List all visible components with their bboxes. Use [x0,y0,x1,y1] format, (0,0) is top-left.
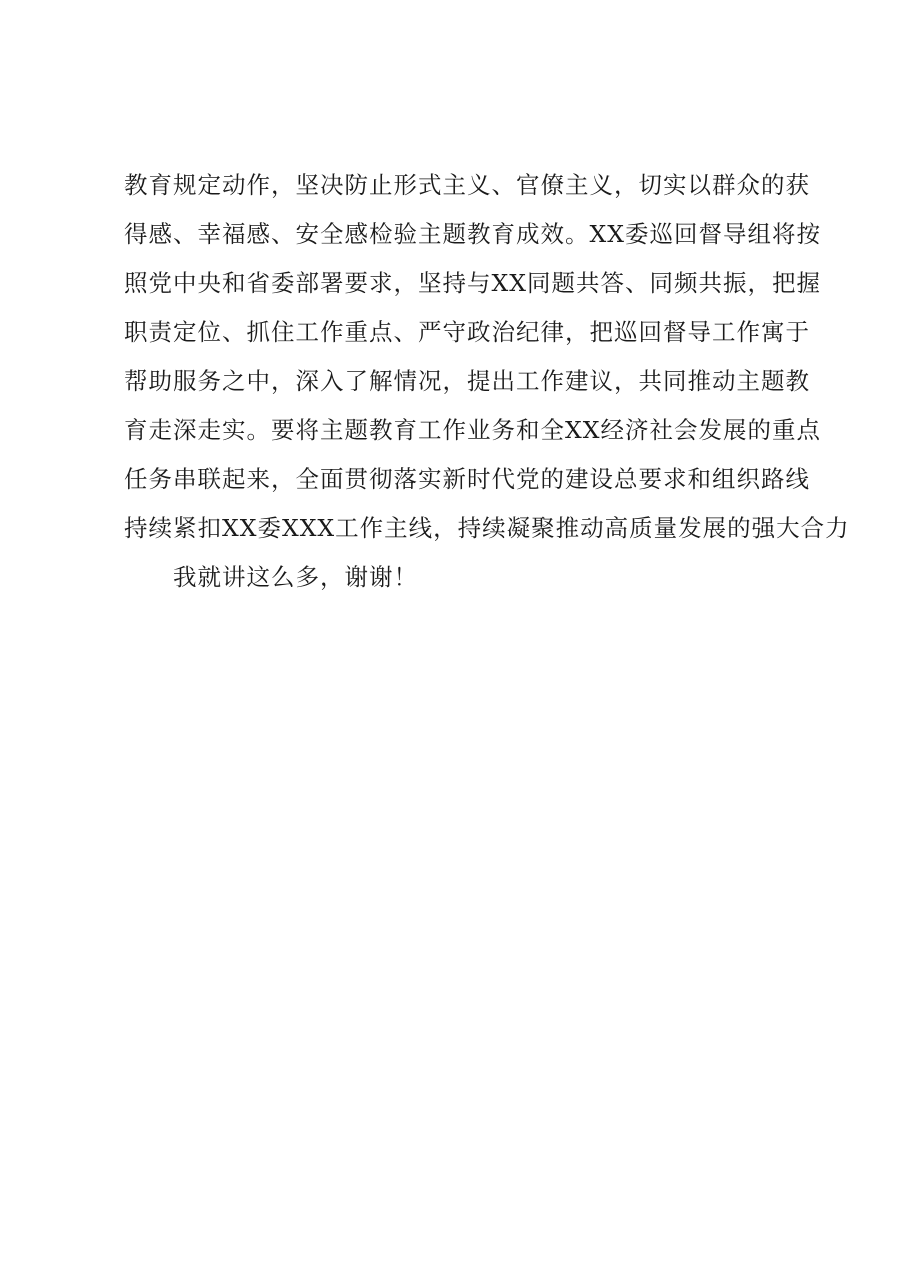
paragraph-line-1: 教育规定动作，坚决防止形式主义、官僚主义，切实以群众的获 [124,171,810,199]
paragraph-line-8: 持续紧扣XX委XXX工作主线，持续凝聚推动高质量发展的强大合力 [124,514,850,542]
speech-body [124,161,850,602]
paragraph-line-5: 帮助服务之中，深入了解情况，提出工作建议，共同推动主题教 [124,367,810,395]
closing-remark: 我就讲这么多，谢谢！ [173,563,418,591]
paragraph-line-6: 育走深走实。要将主题教育工作业务和全XX经济社会发展的重点 [124,416,821,444]
paragraph-line-2: 得感、幸福感、安全感检验主题教育成效。XX委巡回督导组将按 [124,220,821,248]
paragraph-line-7: 任务串联起来，全面贯彻落实新时代党的建设总要求和组织路线 [124,465,810,493]
paragraph-line-4: 职责定位、抓住工作重点、严守政治纪律，把巡回督导工作寓于 [124,318,810,346]
paragraph-line-3: 照党中央和省委部署要求，坚持与XX同题共答、同频共振，把握 [124,269,821,297]
